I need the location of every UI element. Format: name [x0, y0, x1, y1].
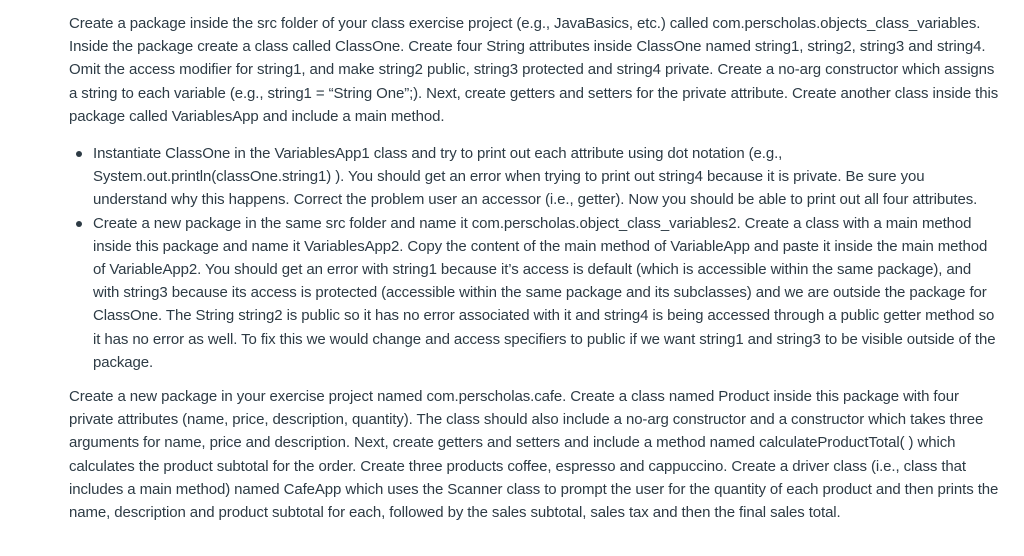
- list-item: [93, 142, 999, 212]
- list-item: [93, 212, 999, 374]
- bullet-icon: [76, 151, 82, 157]
- list-item-text: Instantiate ClassOne in the VariablesApp1 class and try to print out each attribute using dot notation (e.g., System.out.println(classOne.string1) ). You should get an error when trying to print out string4 because it is private. Be sure you understand why this happens. Correct the problem user an accessor (i.e., getter). Now you should be able to print out all four attributes.: [93, 145, 978, 209]
- bullet-icon: [76, 221, 82, 227]
- assignment-content: [69, 12, 999, 524]
- list-item-text: Create a new package in the same src folder and name it com.perscholas.object_class_variables2. Create a class with a main method inside this package and name it VariablesApp2. Copy the content of the main method of VariableApp and paste it inside the main method of VariableApp2. You should get an error with string1 because it’s access is default (which is accessible within the same package), and with string3 because its access is protected (accessible within the same package and its subclasses) and we are outside the package for ClassOne. The String string2 is public so it has no error associated with it and string4 is being accessed through a public getter method so it has no error as well. To fix this we would change and access specifiers to public if we want string1 and string3 to be visible outside of the package.: [93, 214, 996, 371]
- intro-paragraph: Create a package inside the src folder of your class exercise project (e.g., JavaBasics, etc.) called com.perscholas.objects_class_variables. Inside the package create a class called ClassOne. Create four String attributes inside ClassOne named string1, string2, string3 and string4. Omit the access modifier for string1, and make string2 public, string3 protected and string4 private. Create a no-arg constructor which assigns a string to each variable (e.g., string1 = “String One”;). Next, create getters and setters for the private attribute. Create another class inside this package called VariablesApp and include a main method.: [69, 15, 999, 125]
- cafe-paragraph: Create a new package in your exercise project named com.perscholas.cafe. Create a class named Product inside this package with four private attributes (name, price, description, quantity). The class should also include a no-arg constructor and a constructor which takes three arguments for name, price and description. Next, create getters and setters and include a method named calculateProductTotal( ) which calculates the product subtotal for the order. Create three products coffee, espresso and cappuccino. Create a driver class (i.e., class that includes a main method) named CafeApp which uses the Scanner class to prompt the user for the quantity of each product and then prints the name, description and product subtotal for each, followed by the sales subtotal, sales tax and then the final sales total.: [69, 388, 999, 522]
- instruction-list: [69, 142, 999, 374]
